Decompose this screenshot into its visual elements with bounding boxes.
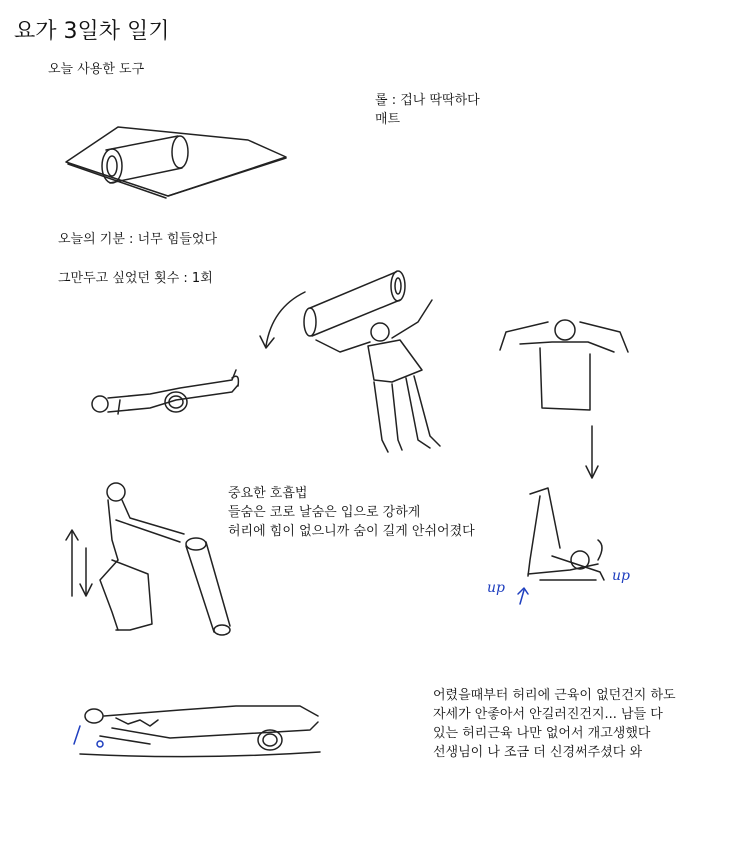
tools-list: 롤 : 겁나 딱딱하다 매트: [375, 93, 480, 127]
tools-heading: 오늘 사용한 도구: [48, 62, 145, 77]
up-label-left: up: [487, 580, 505, 596]
mood-text: 오늘의 기분 : 너무 힘들었다: [58, 232, 218, 247]
closing-notes: 어렸을때부터 허리에 근육이 없던건지 하도 자세가 안좋아서 안길러진건지... 남들 다 있는 허리근육 나만 없어서 개고생했다 선생님이 나 조금 더 신경써주셨다 와: [433, 688, 676, 760]
mat-and-roll-drawing: [66, 127, 286, 198]
up-label-right: up: [612, 568, 630, 584]
quit-count-text: 그만두고 싶었던 횟수 : 1회: [58, 271, 213, 286]
lying-figure-drawing: [92, 370, 238, 414]
overhead-roll-figure-drawing: [304, 271, 440, 452]
stretching-figure-drawing: [500, 320, 628, 410]
prone-figure-drawing: [74, 706, 320, 757]
down-arrow-drawing: [586, 426, 598, 478]
page-title: 요가 3일차 일기: [14, 19, 170, 44]
squat-figure-drawing: [66, 483, 230, 635]
curved-arrow-drawing: [260, 292, 305, 348]
breathing-notes: 중요한 호흡법 들숨은 코로 날숨은 입으로 강하게 허리에 힘이 없으니까 숨이 길게 안쉬어졌다: [228, 486, 475, 539]
legs-raised-figure-drawing: [518, 488, 604, 604]
